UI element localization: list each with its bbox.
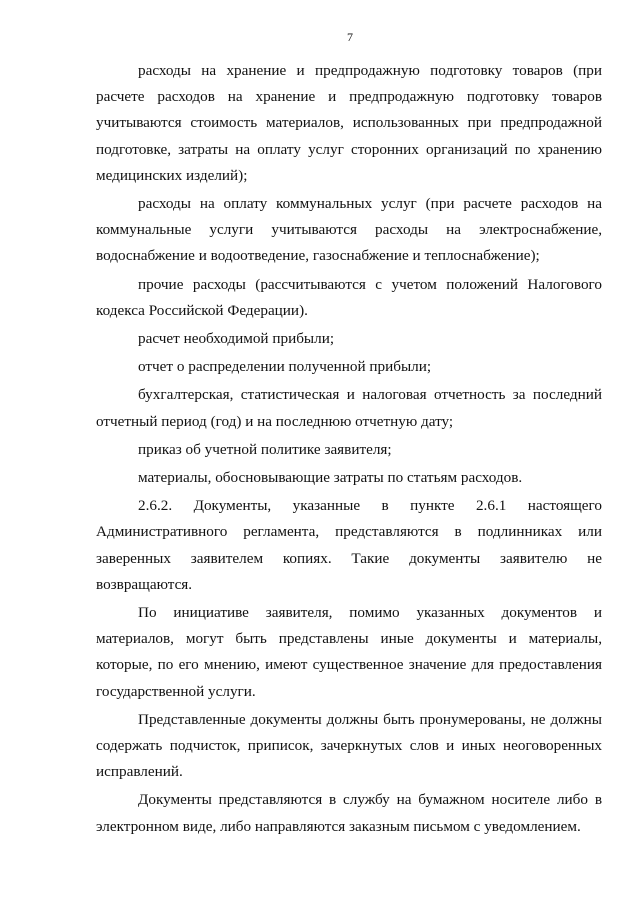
paragraph-storage-costs: расходы на хранение и предпродажную подготовку товаров (при расчете расходов на хранение и предпродажную подготовку товаров учитываются стоимость материалов, использованных при предпродажной подготовке, затраты на оплату услуг сторонних организаций по хранению медицинских изделий); xyxy=(96,62,602,184)
paragraph-numbering-requirements: Представленные документы должны быть пронумерованы, не должны содержать подчисток, приписок, зачеркнутых слов и иных неоговоренных исправлений. xyxy=(96,710,602,781)
paragraph-cost-justification: материалы, обосновывающие затраты по статьям расходов. xyxy=(138,469,523,487)
paragraph-accounting-policy: приказ об учетной политике заявителя; xyxy=(138,440,392,458)
paragraph-utility-costs: расходы на оплату коммунальных услуг (при расчете расходов на коммунальные услуги учитываются расходы на электроснабжение, водоснабжение и водоотведение, газоснабжение и теплоснабжение); xyxy=(96,195,602,265)
page-number: 7 xyxy=(347,30,353,44)
paragraph-section-2-6-2: 2.6.2. Документы, указанные в пункте 2.6.1 настоящего Административного регламента, представляются в подлинниках или заверенных заявителем копиях. Такие документы заявителю не возвращаются. xyxy=(96,497,602,593)
paragraph-submission-method: Документы представляются в службу на бумажном носителе либо в электронном виде, либо направляются заказным письмом с уведомлением. xyxy=(96,791,602,835)
paragraph-other-costs: прочие расходы (рассчитываются с учетом положений Налогового кодекса Российской Федерации). xyxy=(96,275,602,319)
paragraph-additional-documents: По инициативе заявителя, помимо указанных документов и материалов, могут быть представлены иные документы и материалы, которые, по его мнению, имеют существенное значение для предоставления государственной услуги. xyxy=(96,604,602,700)
paragraph-profit-calculation: расчет необходимой прибыли; xyxy=(138,330,335,348)
paragraph-profit-distribution: отчет о распределении полученной прибыли; xyxy=(138,358,432,376)
document-body xyxy=(96,58,602,840)
paragraph-financial-reporting: бухгалтерская, статистическая и налоговая отчетность за последний отчетный период (год) и на последнюю отчетную дату; xyxy=(96,386,602,430)
